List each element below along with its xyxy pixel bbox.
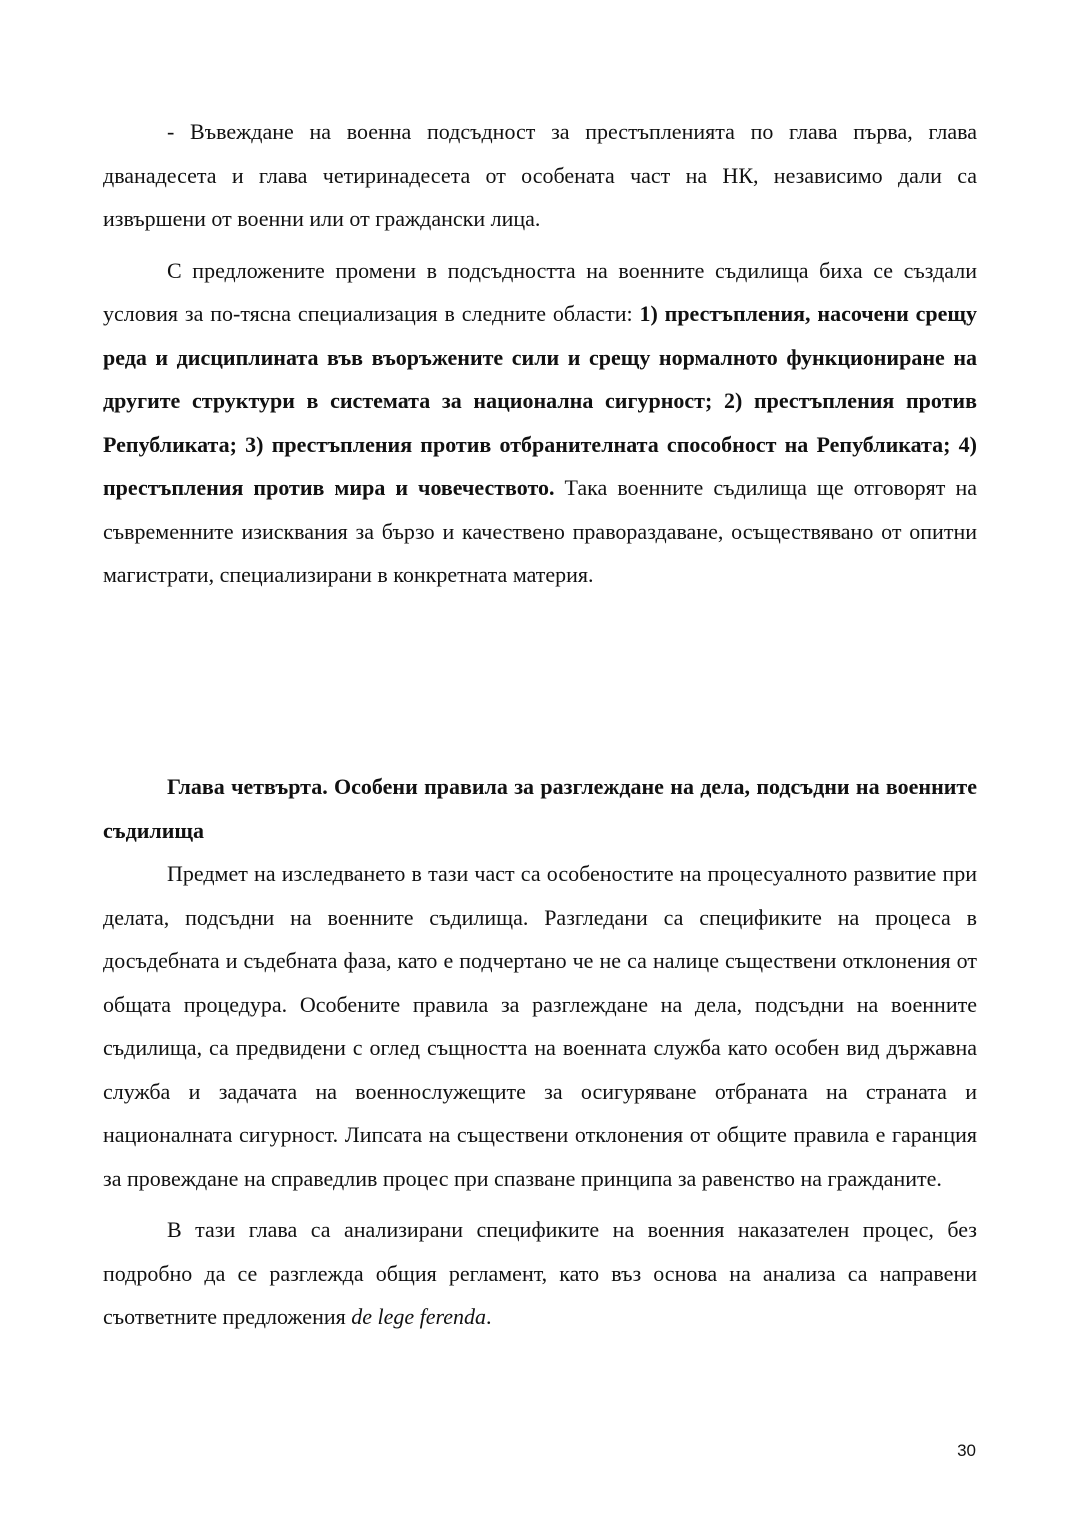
text-block-chapter-four (103, 765, 977, 1339)
paragraph-subject-of-research: Предмет на изследването в тази част са особеностите на процесуалното развитие при делата, подсъдни на военните съдилища. Разгледани са спецификите на процеса в досъдебната и съдебната фаза, като е подчертано че не са налице съществени отклонения от общата процедура. Особените правила за разглеждане на дела, подсъдни на военните съдилища, са предвидени с оглед същността на военната служба като особен вид държавна служба и задачата на военнослужещите за осигуряване отбраната на страната и националната сигурност. Липсата на съществени отклонения от общите правила е гаранция за провеждане на справедлив процес при спазване принципа за равенство на гражданите. (103, 861, 977, 1191)
page-number: 30 (957, 1441, 976, 1460)
paragraph-text: . (486, 1304, 492, 1329)
bold-crimes-list: 1) престъпления, насочени срещу реда и дисциплината във въоръжените сили и срещу нормалното функциониране на другите структури в системата за национална сигурност; 2) престъпления против Републиката; 3) престъпления против отбранителната способност на Републиката; 4) престъпления против мира и човечеството. (103, 301, 977, 500)
paragraph-text: Така военните съдилища ще отговорят на съвременните изисквания за бързо и качествено правораздаване, осъществявано от опитни магистрати, специализирани в конкретната материя. (103, 475, 977, 587)
italic-latin-phrase: de lege ferenda (351, 1304, 487, 1329)
paragraph-text: С предложените промени в подсъдността на военните съдилища биха се създали условия за по-тясна специализация в следните области: (103, 257, 977, 326)
text-block-top (103, 110, 977, 597)
paragraph-text: В тази глава са анализирани спецификите на военния наказателен процес, без подробно да се разглежда общия регламент, като въз основа на анализа са направени съответните предложения (103, 1217, 977, 1329)
paragraph-chapter-summary (103, 1208, 977, 1339)
paragraph-specialization (103, 249, 977, 597)
chapter-heading: Глава четвърта. Особени правила за разглеждане на дела, подсъдни на военните съдилища (103, 774, 977, 843)
paragraph-military-jurisdiction-intro: - Въвеждане на военна подсъдност за престъпленията по глава първа, глава дванадесета и глава четиринадесета от особената част на НК, независимо дали са извършени от военни или от граждански лица. (103, 119, 977, 231)
